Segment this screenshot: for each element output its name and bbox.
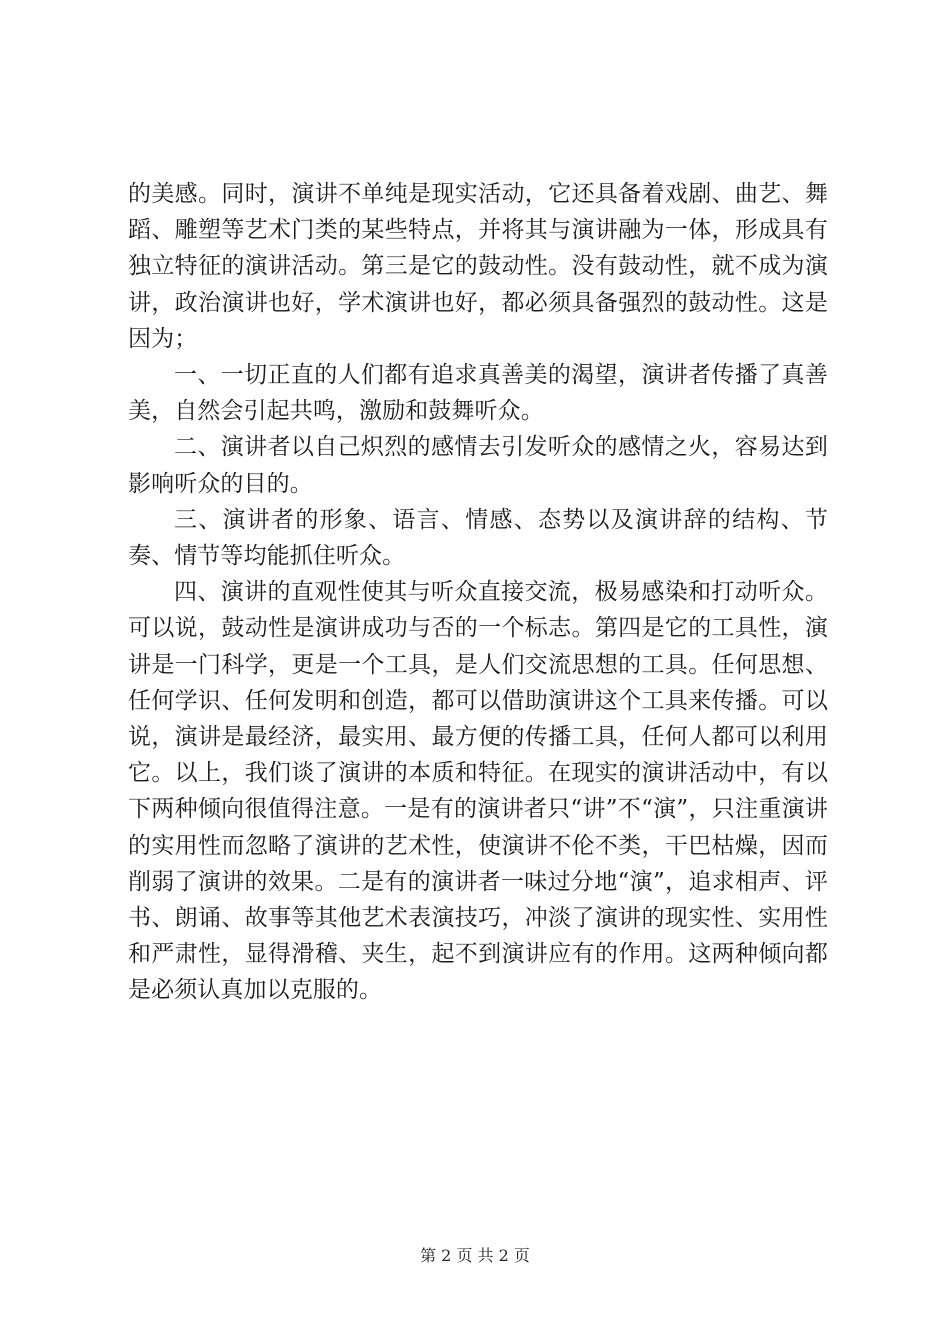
paragraph-point-one: 一、一切正直的人们都有追求真善美的渴望，演讲者传播了真善美，自然会引起共鸣，激励和鼓舞听众。 <box>128 362 828 425</box>
paragraph-point-three: 三、演讲者的形象、语言、情感、态势以及演讲辞的结构、节奏、情节等均能抓住听众。 <box>128 506 828 570</box>
paragraph-point-two: 二、演讲者以自己炽烈的感情去引发听众的感情之火，容易达到影响听众的目的。 <box>128 434 828 497</box>
paragraph-continuation: 的美感。同时，演讲不单纯是现实活动，它还具备着戏剧、曲艺、舞蹈、雕塑等艺术门类的某些特点，并将其与演讲融为一体，形成具有独立特征的演讲活动。第三是它的鼓动性。没有鼓动性，就不成为演讲，政治演讲也好，学术演讲也好，都必须具备强烈的鼓动性。这是因为； <box>128 181 828 352</box>
page-number-footer: 第 2 页 共 2 页 <box>420 1246 530 1265</box>
paragraph-point-four: 四、演讲的直观性使其与听众直接交流，极易感染和打动听众。可以说，鼓动性是演讲成功与否的一个标志。第四是它的工具性，演讲是一门科学，更是一个工具，是人们交流思想的工具。任何思想、任何学识、任何发明和创造，都可以借助演讲这个工具来传播。可以说，演讲是最经济，最实用、最方便的传播工具，任何人都可以利用它。以上，我们谈了演讲的本质和特征。在现实的演讲活动中，有以下两种倾向很值得注意。一是有的演讲者只“讲”不“演”，只注重演讲的实用性而忽略了演讲的艺术性，使演讲不伦不类，干巴枯燥，因而削弱了演讲的效果。二是有的演讲者一味过分地“演”，追求相声、评书、朗诵、故事等其他艺术表演技巧，冲淡了演讲的现实性、实用性和严肃性，显得滑稽、夹生，起不到演讲应有的作用。这两种倾向都是必须认真加以克服的。 <box>128 579 828 1004</box>
document-body <box>128 176 828 1009</box>
